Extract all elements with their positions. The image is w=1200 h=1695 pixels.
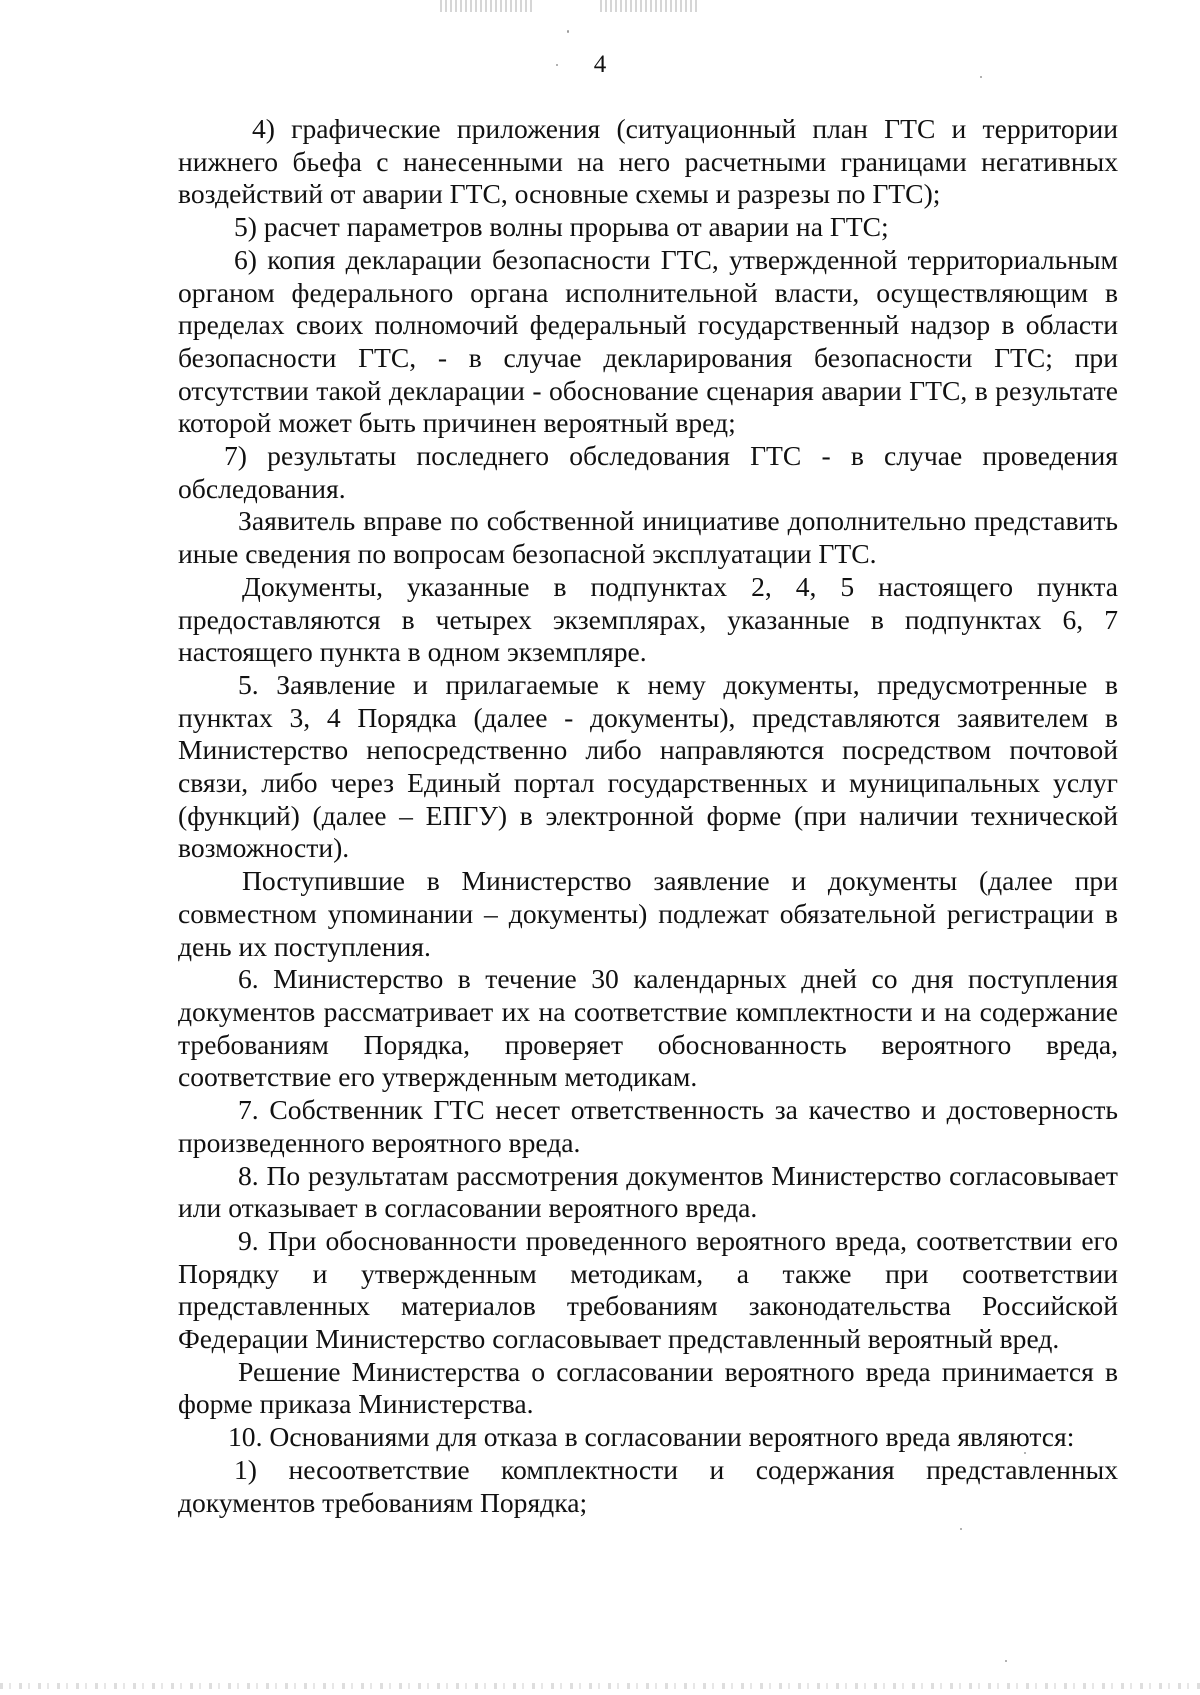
paragraph-clause-5: 5. Заявление и прилагаемые к нему документы, предусмотренные в пунктах 3, 4 Порядка (далее - документы), представляются заявителем в Министерство непосредственно либо направляются посредством почтовой связи, либо через Единый портал государственных и муниципальных услуг (функций) (далее – ЕПГУ) в электронной форме (при наличии технической возможности). [178, 668, 1118, 864]
paragraph-item-7: 7) результаты последнего обследования ГТС - в случае проведения обследования. [178, 440, 1118, 504]
paragraph-clause-7: 7. Собственник ГТС несет ответственность за качество и достоверность произведенного вероятного вреда. [178, 1094, 1118, 1158]
scan-speckle [1005, 1660, 1007, 1662]
paragraph-clause-9: 9. При обоснованности проведенного вероятного вреда, соответствии его Порядку и утвержденным методикам, а также при соответствии представленных материалов требованиям законодательства Российской Федерации Министерство согласовывает представленный вероятный вред. [178, 1224, 1118, 1355]
document-body [178, 113, 1118, 1519]
paragraph-clause-8: 8. По результатам рассмотрения документов Министерство согласовывает или отказывает в согласовании вероятного вреда. [178, 1159, 1118, 1224]
paragraph-applicant-right: Заявитель вправе по собственной инициативе дополнительно представить иные сведения по вопросам безопасной эксплуатации ГТС. [178, 505, 1118, 570]
paragraph-clause-10: 10. Основаниями для отказа в согласовании вероятного вреда являются: [228, 1421, 1075, 1453]
paragraph-decision: Решение Министерства о согласовании вероятного вреда принимается в форме приказа Министерства. [178, 1355, 1118, 1420]
paragraph-registration: Поступившие в Министерство заявление и документы (далее при совместном упоминании – документы) подлежат обязательной регистрации в день их поступления. [178, 865, 1118, 962]
paragraph-clause-6: 6. Министерство в течение 30 календарных дней со дня поступления документов рассматривает их на соответствие комплектности и на содержание требованиям Порядка, проверяет обоснованность вероятного вреда, соответствие его утвержденным методикам. [178, 963, 1118, 1093]
scan-artifact-top-right [600, 0, 700, 12]
scan-artifact-bottom [0, 1683, 1200, 1689]
paragraph-item-6: 6) копия декларации безопасности ГТС, утвержденной территориальным органом федерального органа исполнительной власти, осуществляющим в пределах своих полномочий федеральный государственный надзор в области безопасности ГТС, - в случае декларирования безопасности ГТС; при отсутствии такой декларации - обоснование сценария аварии ГТС, в результате которой может быть причинен вероятный вред; [178, 243, 1118, 439]
paragraph-document-copies: Документы, указанные в подпунктах 2, 4, 5 настоящего пункта предоставляются в четырех экземплярах, указанные в подпунктах 6, 7 настоящего пункта в одном экземпляре. [178, 570, 1118, 668]
scan-speckle [567, 30, 569, 33]
paragraph-item-4: 4) графические приложения (ситуационный план ГТС и территории нижнего бьефа с нанесенными на него расчетными границами негативных воздействий от аварии ГТС, основные схемы и разрезы по ГТС); [178, 113, 1118, 210]
paragraph-item-5: 5) расчет параметров волны прорыва от аварии на ГТС; [234, 211, 889, 243]
paragraph-refusal-ground-1: 1) несоответствие комплектности и содержания представленных документов требованиям Порядка; [178, 1453, 1118, 1518]
scan-speckle [960, 1528, 962, 1530]
page-number: 4 [593, 51, 607, 78]
scan-artifact-top-left [440, 0, 535, 12]
